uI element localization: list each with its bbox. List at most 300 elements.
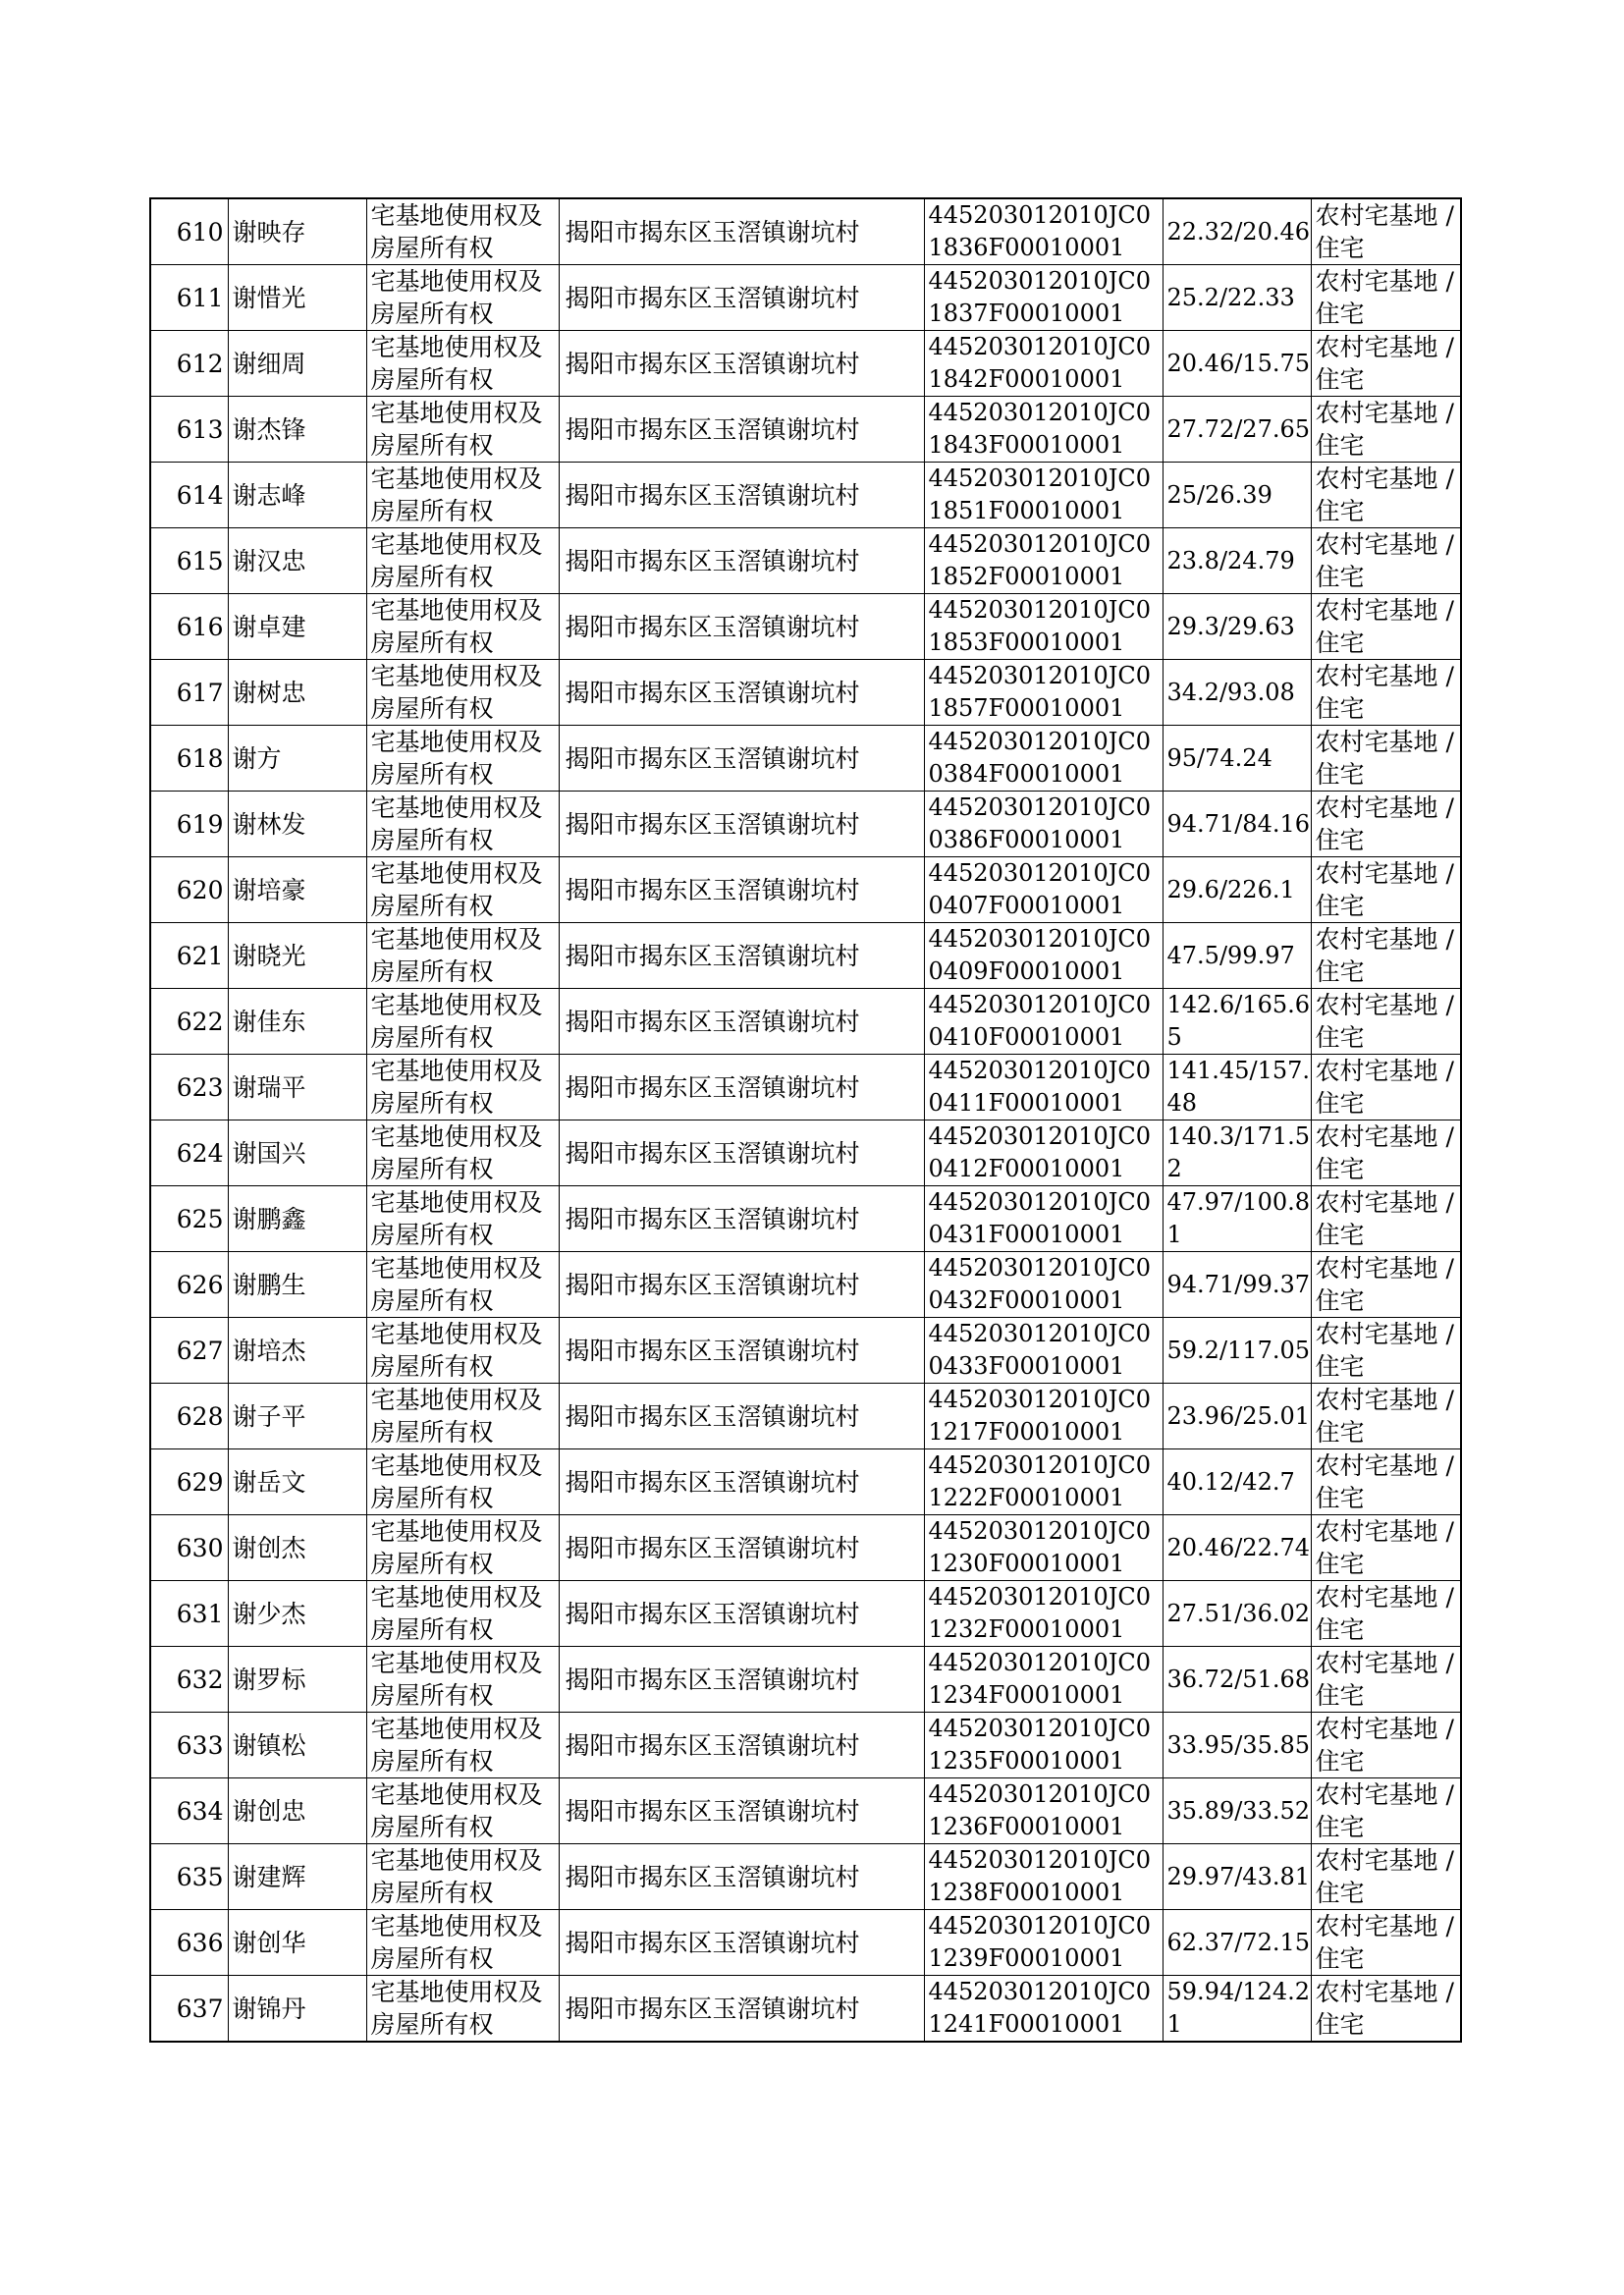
location-cell-text: 揭阳市揭东区玉滘镇谢坑村	[565, 1072, 860, 1102]
table-row	[150, 1778, 1461, 1844]
location-cell-text: 揭阳市揭东区玉滘镇谢坑村	[565, 809, 860, 839]
owner-name-cell	[228, 660, 366, 726]
owner-name-cell-text: 谢林发	[232, 809, 306, 839]
parcel-code-cell	[924, 660, 1163, 726]
right-type-cell-text: 宅基地使用权及房屋所有权	[370, 991, 543, 1052]
area-cell	[1163, 1186, 1311, 1252]
owner-name-cell-text: 谢少杰	[232, 1599, 306, 1628]
land-use-cell-text: 农村宅基地 / 住宅	[1315, 464, 1454, 525]
right-type-cell	[366, 792, 559, 857]
location-cell-text: 揭阳市揭东区玉滘镇谢坑村	[565, 1533, 860, 1562]
table-row	[150, 528, 1461, 594]
row-number-cell-text: 632	[176, 1665, 224, 1694]
area-cell-text: 34.2/93.08	[1166, 678, 1295, 706]
location-cell	[559, 1647, 924, 1713]
owner-name-cell	[228, 1778, 366, 1844]
land-use-cell	[1311, 1384, 1461, 1449]
right-type-cell	[366, 1976, 559, 2043]
parcel-code-cell-text: 445203012010JC01230F00010001	[928, 1517, 1151, 1577]
parcel-code-cell	[924, 923, 1163, 989]
land-use-cell	[1311, 726, 1461, 792]
row-number-cell-text: 620	[176, 875, 224, 904]
row-number-cell-text: 617	[176, 678, 224, 707]
area-cell	[1163, 265, 1311, 331]
location-cell	[559, 528, 924, 594]
location-cell	[559, 1976, 924, 2043]
owner-name-cell-text: 谢培豪	[232, 875, 306, 904]
land-use-cell	[1311, 1055, 1461, 1120]
owner-name-cell-text: 谢建辉	[232, 1862, 306, 1891]
location-cell	[559, 594, 924, 660]
land-use-cell-text: 农村宅基地 / 住宅	[1315, 399, 1454, 460]
row-number-cell-text: 631	[176, 1599, 224, 1628]
table-row	[150, 463, 1461, 528]
area-cell	[1163, 660, 1311, 726]
owner-name-cell-text: 谢创杰	[232, 1533, 306, 1562]
row-number-cell	[150, 989, 228, 1055]
area-cell	[1163, 989, 1311, 1055]
area-cell	[1163, 198, 1311, 265]
row-number-cell-text: 612	[176, 349, 224, 378]
right-type-cell	[366, 1318, 559, 1384]
parcel-code-cell-text: 445203012010JC01234F00010001	[928, 1649, 1151, 1709]
table-row	[150, 660, 1461, 726]
location-cell-text: 揭阳市揭东区玉滘镇谢坑村	[565, 1336, 860, 1365]
owner-name-cell-text: 谢罗标	[232, 1665, 306, 1694]
parcel-code-cell	[924, 1647, 1163, 1713]
table-row	[150, 1449, 1461, 1515]
right-type-cell-text: 宅基地使用权及房屋所有权	[370, 1846, 543, 1907]
right-type-cell	[366, 397, 559, 463]
row-number-cell-text: 630	[176, 1533, 224, 1562]
parcel-code-cell	[924, 528, 1163, 594]
right-type-cell	[366, 1384, 559, 1449]
area-cell	[1163, 594, 1311, 660]
row-number-cell-text: 627	[176, 1336, 224, 1365]
land-use-cell-text: 农村宅基地 / 住宅	[1315, 793, 1454, 854]
owner-name-cell	[228, 1844, 366, 1910]
land-use-cell	[1311, 1778, 1461, 1844]
row-number-cell-text: 621	[176, 941, 224, 970]
area-cell-text: 29.3/29.63	[1166, 612, 1295, 640]
right-type-cell	[366, 198, 559, 265]
land-use-cell-text: 农村宅基地 / 住宅	[1315, 1649, 1454, 1710]
owner-name-cell	[228, 1515, 366, 1581]
parcel-code-cell	[924, 1186, 1163, 1252]
parcel-code-cell	[924, 1449, 1163, 1515]
land-use-cell	[1311, 1647, 1461, 1713]
right-type-cell	[366, 1120, 559, 1186]
row-number-cell	[150, 198, 228, 265]
location-cell-text: 揭阳市揭东区玉滘镇谢坑村	[565, 1994, 860, 2023]
area-cell-text: 29.97/43.81	[1166, 1862, 1310, 1890]
area-cell-text: 62.37/72.15	[1166, 1928, 1310, 1956]
area-cell	[1163, 463, 1311, 528]
location-cell-text: 揭阳市揭东区玉滘镇谢坑村	[565, 743, 860, 773]
table-row	[150, 1252, 1461, 1318]
location-cell	[559, 726, 924, 792]
owner-name-cell	[228, 397, 366, 463]
owner-name-cell	[228, 463, 366, 528]
parcel-code-cell	[924, 857, 1163, 923]
land-use-cell	[1311, 528, 1461, 594]
right-type-cell	[366, 1713, 559, 1778]
right-type-cell	[366, 331, 559, 397]
parcel-code-cell	[924, 1713, 1163, 1778]
owner-name-cell	[228, 198, 366, 265]
land-use-cell-text: 农村宅基地 / 住宅	[1315, 267, 1454, 328]
right-type-cell-text: 宅基地使用权及房屋所有权	[370, 728, 543, 789]
area-cell-text: 47.5/99.97	[1166, 941, 1295, 969]
area-cell	[1163, 1515, 1311, 1581]
parcel-code-cell-text: 445203012010JC00411F00010001	[928, 1057, 1151, 1117]
area-cell	[1163, 1976, 1311, 2043]
land-use-cell-text: 农村宅基地 / 住宅	[1315, 728, 1454, 789]
land-use-cell	[1311, 1713, 1461, 1778]
land-use-cell-text: 农村宅基地 / 住宅	[1315, 1583, 1454, 1644]
area-cell-text: 20.46/15.75	[1166, 349, 1310, 377]
row-number-cell	[150, 1384, 228, 1449]
table-row	[150, 1055, 1461, 1120]
land-use-cell-text: 农村宅基地 / 住宅	[1315, 333, 1454, 394]
right-type-cell-text: 宅基地使用权及房屋所有权	[370, 1254, 543, 1315]
parcel-code-cell	[924, 463, 1163, 528]
area-cell	[1163, 1647, 1311, 1713]
location-cell-text: 揭阳市揭东区玉滘镇谢坑村	[565, 283, 860, 312]
area-cell-text: 140.3/171.52	[1166, 1122, 1310, 1182]
right-type-cell-text: 宅基地使用权及房屋所有权	[370, 662, 543, 723]
owner-name-cell	[228, 1055, 366, 1120]
row-number-cell-text: 628	[176, 1401, 224, 1431]
table-row	[150, 1647, 1461, 1713]
location-cell	[559, 1186, 924, 1252]
table-row	[150, 1844, 1461, 1910]
area-cell	[1163, 1713, 1311, 1778]
table-row	[150, 1515, 1461, 1581]
land-use-cell	[1311, 792, 1461, 857]
land-use-cell	[1311, 923, 1461, 989]
owner-name-cell	[228, 528, 366, 594]
owner-name-cell-text: 谢培杰	[232, 1336, 306, 1365]
land-use-cell-text: 农村宅基地 / 住宅	[1315, 662, 1454, 723]
owner-name-cell-text: 谢细周	[232, 349, 306, 378]
area-cell-text: 25.2/22.33	[1166, 283, 1295, 311]
area-cell	[1163, 1449, 1311, 1515]
right-type-cell-text: 宅基地使用权及房屋所有权	[370, 1583, 543, 1644]
land-use-cell-text: 农村宅基地 / 住宅	[1315, 1912, 1454, 1973]
location-cell-text: 揭阳市揭东区玉滘镇谢坑村	[565, 1270, 860, 1299]
area-cell-text: 25/26.39	[1166, 480, 1272, 509]
right-type-cell-text: 宅基地使用权及房屋所有权	[370, 464, 543, 525]
area-cell-text: 36.72/51.68	[1166, 1665, 1310, 1693]
parcel-code-cell-text: 445203012010JC01236F00010001	[928, 1780, 1151, 1840]
parcel-code-cell-text: 445203012010JC01857F00010001	[928, 662, 1151, 722]
area-cell	[1163, 1384, 1311, 1449]
location-cell-text: 揭阳市揭东区玉滘镇谢坑村	[565, 1007, 860, 1036]
area-cell	[1163, 397, 1311, 463]
location-cell	[559, 397, 924, 463]
row-number-cell	[150, 923, 228, 989]
owner-name-cell-text: 谢方	[232, 743, 282, 773]
land-use-cell-text: 农村宅基地 / 住宅	[1315, 1386, 1454, 1447]
owner-name-cell-text: 谢映存	[232, 217, 306, 246]
land-use-cell	[1311, 660, 1461, 726]
row-number-cell	[150, 660, 228, 726]
parcel-code-cell	[924, 726, 1163, 792]
parcel-code-cell-text: 445203012010JC00431F00010001	[928, 1188, 1151, 1248]
area-cell	[1163, 1844, 1311, 1910]
location-cell-text: 揭阳市揭东区玉滘镇谢坑村	[565, 546, 860, 575]
owner-name-cell-text: 谢锦丹	[232, 1994, 306, 2023]
parcel-code-cell-text: 445203012010JC01235F00010001	[928, 1715, 1151, 1775]
parcel-code-cell	[924, 1120, 1163, 1186]
row-number-cell	[150, 1713, 228, 1778]
row-number-cell-text: 635	[176, 1862, 224, 1891]
parcel-code-cell-text: 445203012010JC01232F00010001	[928, 1583, 1151, 1643]
owner-name-cell	[228, 1910, 366, 1976]
table-row	[150, 331, 1461, 397]
location-cell-text: 揭阳市揭东区玉滘镇谢坑村	[565, 678, 860, 707]
table-row	[150, 923, 1461, 989]
right-type-cell-text: 宅基地使用权及房屋所有权	[370, 1780, 543, 1841]
area-cell	[1163, 1120, 1311, 1186]
parcel-code-cell	[924, 1844, 1163, 1910]
parcel-code-cell	[924, 1252, 1163, 1318]
area-cell-text: 35.89/33.52	[1166, 1796, 1310, 1825]
land-use-cell	[1311, 989, 1461, 1055]
land-use-cell	[1311, 1844, 1461, 1910]
right-type-cell-text: 宅基地使用权及房屋所有权	[370, 1386, 543, 1447]
row-number-cell-text: 625	[176, 1204, 224, 1233]
location-cell-text: 揭阳市揭东区玉滘镇谢坑村	[565, 1730, 860, 1760]
row-number-cell-text: 615	[176, 546, 224, 575]
area-cell-text: 33.95/35.85	[1166, 1730, 1310, 1759]
land-use-cell	[1311, 594, 1461, 660]
owner-name-cell-text: 谢岳文	[232, 1467, 306, 1497]
row-number-cell-text: 629	[176, 1467, 224, 1497]
right-type-cell-text: 宅基地使用权及房屋所有权	[370, 267, 543, 328]
right-type-cell-text: 宅基地使用权及房屋所有权	[370, 859, 543, 920]
row-number-cell-text: 622	[176, 1007, 224, 1036]
row-number-cell	[150, 1976, 228, 2043]
row-number-cell	[150, 1844, 228, 1910]
row-number-cell	[150, 792, 228, 857]
parcel-code-cell-text: 445203012010JC00432F00010001	[928, 1254, 1151, 1314]
parcel-code-cell-text: 445203012010JC01837F00010001	[928, 267, 1151, 327]
row-number-cell	[150, 463, 228, 528]
right-type-cell	[366, 1055, 559, 1120]
land-use-cell	[1311, 198, 1461, 265]
row-number-cell-text: 619	[176, 809, 224, 839]
owner-name-cell	[228, 265, 366, 331]
area-cell-text: 40.12/42.7	[1166, 1467, 1295, 1496]
right-type-cell	[366, 1449, 559, 1515]
land-use-cell	[1311, 1976, 1461, 2043]
row-number-cell	[150, 1581, 228, 1647]
parcel-code-cell-text: 445203012010JC01222F00010001	[928, 1451, 1151, 1511]
area-cell-text: 23.96/25.01	[1166, 1401, 1310, 1430]
owner-name-cell	[228, 1120, 366, 1186]
right-type-cell-text: 宅基地使用权及房屋所有权	[370, 596, 543, 657]
location-cell-text: 揭阳市揭东区玉滘镇谢坑村	[565, 217, 860, 246]
right-type-cell-text: 宅基地使用权及房屋所有权	[370, 1517, 543, 1578]
owner-name-cell-text: 谢惜光	[232, 283, 306, 312]
right-type-cell-text: 宅基地使用权及房屋所有权	[370, 1912, 543, 1973]
owner-name-cell	[228, 1252, 366, 1318]
row-number-cell	[150, 726, 228, 792]
parcel-code-cell-text: 445203012010JC01239F00010001	[928, 1912, 1151, 1972]
table-row	[150, 1581, 1461, 1647]
right-type-cell	[366, 1778, 559, 1844]
owner-name-cell-text: 谢创华	[232, 1928, 306, 1957]
row-number-cell	[150, 1318, 228, 1384]
owner-name-cell	[228, 1318, 366, 1384]
table-row	[150, 1910, 1461, 1976]
area-cell	[1163, 1055, 1311, 1120]
right-type-cell-text: 宅基地使用权及房屋所有权	[370, 925, 543, 986]
location-cell	[559, 1713, 924, 1778]
land-use-cell	[1311, 1449, 1461, 1515]
row-number-cell-text: 611	[176, 283, 224, 312]
area-cell	[1163, 726, 1311, 792]
owner-name-cell	[228, 923, 366, 989]
land-use-cell-text: 农村宅基地 / 住宅	[1315, 1715, 1454, 1776]
location-cell-text: 揭阳市揭东区玉滘镇谢坑村	[565, 1599, 860, 1628]
row-number-cell	[150, 857, 228, 923]
land-use-cell-text: 农村宅基地 / 住宅	[1315, 991, 1454, 1052]
parcel-code-cell	[924, 1384, 1163, 1449]
parcel-code-cell	[924, 1910, 1163, 1976]
row-number-cell-text: 636	[176, 1928, 224, 1957]
location-cell	[559, 1449, 924, 1515]
right-type-cell	[366, 463, 559, 528]
land-use-cell	[1311, 1186, 1461, 1252]
location-cell	[559, 1581, 924, 1647]
location-cell	[559, 198, 924, 265]
land-use-cell	[1311, 265, 1461, 331]
owner-name-cell	[228, 989, 366, 1055]
table-row	[150, 1713, 1461, 1778]
land-use-cell-text: 农村宅基地 / 住宅	[1315, 596, 1454, 657]
owner-name-cell-text: 谢树忠	[232, 678, 306, 707]
right-type-cell-text: 宅基地使用权及房屋所有权	[370, 530, 543, 591]
owner-name-cell-text: 谢晓光	[232, 941, 306, 970]
right-type-cell-text: 宅基地使用权及房屋所有权	[370, 333, 543, 394]
property-registry-table	[149, 197, 1462, 2043]
table-row	[150, 792, 1461, 857]
land-use-cell-text: 农村宅基地 / 住宅	[1315, 530, 1454, 591]
location-cell	[559, 1844, 924, 1910]
parcel-code-cell-text: 445203012010JC00407F00010001	[928, 859, 1151, 919]
area-cell	[1163, 923, 1311, 989]
table-row	[150, 989, 1461, 1055]
right-type-cell-text: 宅基地使用权及房屋所有权	[370, 1122, 543, 1183]
parcel-code-cell-text: 445203012010JC00386F00010001	[928, 793, 1151, 853]
row-number-cell-text: 614	[176, 480, 224, 510]
row-number-cell	[150, 265, 228, 331]
owner-name-cell	[228, 1384, 366, 1449]
area-cell-text: 23.8/24.79	[1166, 546, 1295, 574]
owner-name-cell-text: 谢瑞平	[232, 1072, 306, 1102]
table-row	[150, 1120, 1461, 1186]
table-row	[150, 1318, 1461, 1384]
owner-name-cell	[228, 1713, 366, 1778]
owner-name-cell	[228, 726, 366, 792]
owner-name-cell	[228, 1449, 366, 1515]
row-number-cell	[150, 528, 228, 594]
row-number-cell-text: 633	[176, 1730, 224, 1760]
land-use-cell-text: 农村宅基地 / 住宅	[1315, 201, 1454, 262]
owner-name-cell	[228, 1976, 366, 2043]
area-cell-text: 47.97/100.81	[1166, 1188, 1310, 1248]
area-cell	[1163, 1318, 1311, 1384]
right-type-cell	[366, 857, 559, 923]
right-type-cell	[366, 1844, 559, 1910]
owner-name-cell	[228, 1581, 366, 1647]
row-number-cell	[150, 1515, 228, 1581]
row-number-cell	[150, 1449, 228, 1515]
right-type-cell	[366, 1581, 559, 1647]
table-row	[150, 594, 1461, 660]
land-use-cell-text: 农村宅基地 / 住宅	[1315, 1451, 1454, 1512]
right-type-cell	[366, 265, 559, 331]
owner-name-cell-text: 谢佳东	[232, 1007, 306, 1036]
table-body	[150, 198, 1461, 2042]
area-cell	[1163, 1581, 1311, 1647]
area-cell-text: 59.94/124.21	[1166, 1978, 1310, 2038]
owner-name-cell-text: 谢汉忠	[232, 546, 306, 575]
land-use-cell	[1311, 331, 1461, 397]
parcel-code-cell	[924, 1318, 1163, 1384]
location-cell	[559, 1120, 924, 1186]
row-number-cell-text: 623	[176, 1072, 224, 1102]
area-cell-text: 141.45/157.48	[1166, 1057, 1310, 1117]
location-cell	[559, 989, 924, 1055]
area-cell-text: 59.2/117.05	[1166, 1336, 1310, 1364]
row-number-cell	[150, 397, 228, 463]
owner-name-cell-text: 谢志峰	[232, 480, 306, 510]
location-cell-text: 揭阳市揭东区玉滘镇谢坑村	[565, 349, 860, 378]
right-type-cell-text: 宅基地使用权及房屋所有权	[370, 1188, 543, 1249]
parcel-code-cell-text: 445203012010JC01836F00010001	[928, 201, 1151, 261]
land-use-cell	[1311, 463, 1461, 528]
row-number-cell	[150, 1778, 228, 1844]
area-cell	[1163, 792, 1311, 857]
area-cell-text: 27.72/27.65	[1166, 414, 1310, 443]
parcel-code-cell	[924, 1778, 1163, 1844]
table-row	[150, 1186, 1461, 1252]
row-number-cell	[150, 594, 228, 660]
location-cell	[559, 463, 924, 528]
land-use-cell-text: 农村宅基地 / 住宅	[1315, 1846, 1454, 1907]
location-cell-text: 揭阳市揭东区玉滘镇谢坑村	[565, 612, 860, 641]
location-cell	[559, 331, 924, 397]
right-type-cell-text: 宅基地使用权及房屋所有权	[370, 1978, 543, 2039]
right-type-cell-text: 宅基地使用权及房屋所有权	[370, 1649, 543, 1710]
location-cell	[559, 1055, 924, 1120]
right-type-cell	[366, 1910, 559, 1976]
location-cell	[559, 1252, 924, 1318]
table-row	[150, 397, 1461, 463]
owner-name-cell-text: 谢鹏鑫	[232, 1204, 306, 1233]
owner-name-cell-text: 谢卓建	[232, 612, 306, 641]
owner-name-cell	[228, 331, 366, 397]
land-use-cell	[1311, 397, 1461, 463]
right-type-cell	[366, 1186, 559, 1252]
row-number-cell-text: 637	[176, 1994, 224, 2023]
owner-name-cell-text: 谢鹏生	[232, 1270, 306, 1299]
parcel-code-cell	[924, 331, 1163, 397]
